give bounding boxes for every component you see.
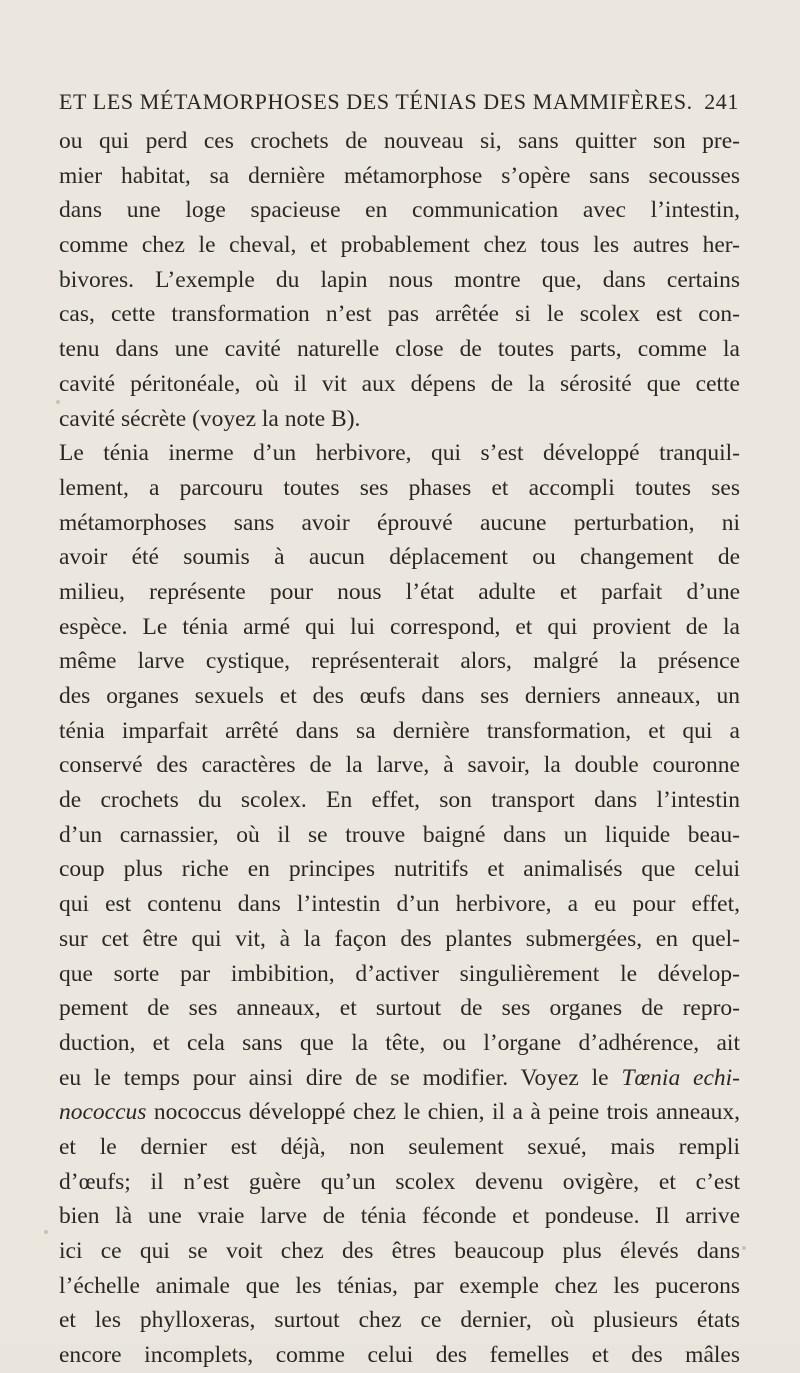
- text-line: encore incomplets, comme celui des femelles et des mâles: [59, 1342, 740, 1369]
- text-line: bivores. L’exemple du lapin nous montre que, dans certains: [59, 266, 740, 293]
- text-line: pement de ses anneaux, et surtout de ses organes de repro-: [59, 995, 740, 1022]
- text-line: que sorte par imbibition, d’activer singulièrement le dévelop-: [59, 960, 740, 987]
- italic-species-name: Tœnia echi-: [621, 1064, 741, 1091]
- text-line: cavité péritonéale, où il vit aux dépens de la sérosité que cette: [59, 370, 740, 397]
- text-line: ténia imparfait arrêté dans sa dernière transformation, et qui a: [59, 717, 740, 744]
- text-line: des organes sexuels et des œufs dans ses derniers anneaux, un: [59, 683, 740, 709]
- text-line: qui est contenu dans l’intestin d’un herbivore, a eu pour effet,: [59, 891, 740, 918]
- text-line: comme chez le cheval, et probablement chez tous les autres her-: [59, 232, 740, 259]
- text-line: d’un carnassier, où il se trouve baigné dans un liquide beau-: [59, 821, 740, 848]
- text-line: et les phylloxeras, surtout chez ce dernier, où plusieurs états: [59, 1307, 740, 1334]
- text-line: bien là une vraie larve de ténia féconde et pondeuse. Il arrive: [59, 1203, 740, 1230]
- text-line-with-italic: [59, 1061, 740, 1096]
- text-segment: nococcus développé chez le chien, il a à peine trois anneaux,: [153, 1099, 741, 1126]
- text-line: métamorphoses sans avoir éprouvé aucune perturbation, ni: [59, 509, 740, 536]
- text-line: et le dernier est déjà, non seulement sexué, mais rempli: [59, 1133, 740, 1160]
- text-line: mier habitat, sa dernière métamorphose s’opère sans secousses: [59, 162, 740, 189]
- text-line: de crochets du scolex. En effet, son transport dans l’intestin: [59, 787, 740, 814]
- text-line: cas, cette transformation n’est pas arrêtée si le scolex est con-: [59, 301, 740, 328]
- text-line: l’échelle animale que les ténias, par exemple chez les pucerons: [59, 1272, 740, 1299]
- text-line: Le ténia inerme d’un herbivore, qui s’est développé tranquil-: [59, 440, 740, 467]
- text-line: duction, et cela sans que la tête, ou l’organe d’adhérence, ait: [59, 1029, 740, 1056]
- text-line: dans une loge spacieuse en communication avec l’intestin,: [59, 197, 740, 224]
- paper-speck: [56, 400, 60, 404]
- page-header: [59, 89, 739, 119]
- text-line: d’œufs; il n’est guère qu’un scolex devenu ovigère, et c’est: [59, 1168, 740, 1195]
- italic-species-name: nococcus: [59, 1099, 147, 1126]
- body-text: [59, 124, 740, 1373]
- text-line: lement, a parcouru toutes ses phases et accompli toutes ses: [59, 474, 740, 501]
- text-line: sur cet être qui vit, à la façon des plantes submergées, en quel-: [59, 925, 740, 952]
- paper-speck: [44, 1230, 48, 1234]
- text-line: coup plus riche en principes nutritifs et animalisés que celui: [59, 856, 740, 883]
- text-line: tenu dans une cavité naturelle close de toutes parts, comme la: [59, 336, 740, 363]
- running-title: ET LES MÉTAMORPHOSES DES TÉNIAS DES MAMMIFÈRES.: [59, 89, 693, 114]
- page-number: 241: [704, 89, 739, 114]
- paper-speck: [742, 1246, 746, 1250]
- text-line: même larve cystique, représenterait alors, malgré la présence: [59, 648, 740, 675]
- text-line: cavité sécrète (voyez la note B).: [59, 405, 361, 432]
- text-line: conservé des caractères de la larve, à savoir, la double couronne: [59, 752, 740, 779]
- text-line: ou qui perd ces crochets de nouveau si, sans quitter son pre-: [59, 128, 740, 154]
- text-line: ici ce qui se voit chez des êtres beaucoup plus élevés dans: [59, 1238, 740, 1264]
- text-line: espèce. Le ténia armé qui lui correspond, et qui provient de la: [59, 613, 740, 640]
- text-line-with-italic: [59, 1095, 740, 1130]
- text-line: milieu, représente pour nous l’état adulte et parfait d’une: [59, 578, 740, 605]
- text-line: avoir été soumis à aucun déplacement ou changement de: [59, 544, 740, 571]
- text-segment: eu le temps pour ainsi dire de se modifier. Voyez le: [59, 1064, 609, 1091]
